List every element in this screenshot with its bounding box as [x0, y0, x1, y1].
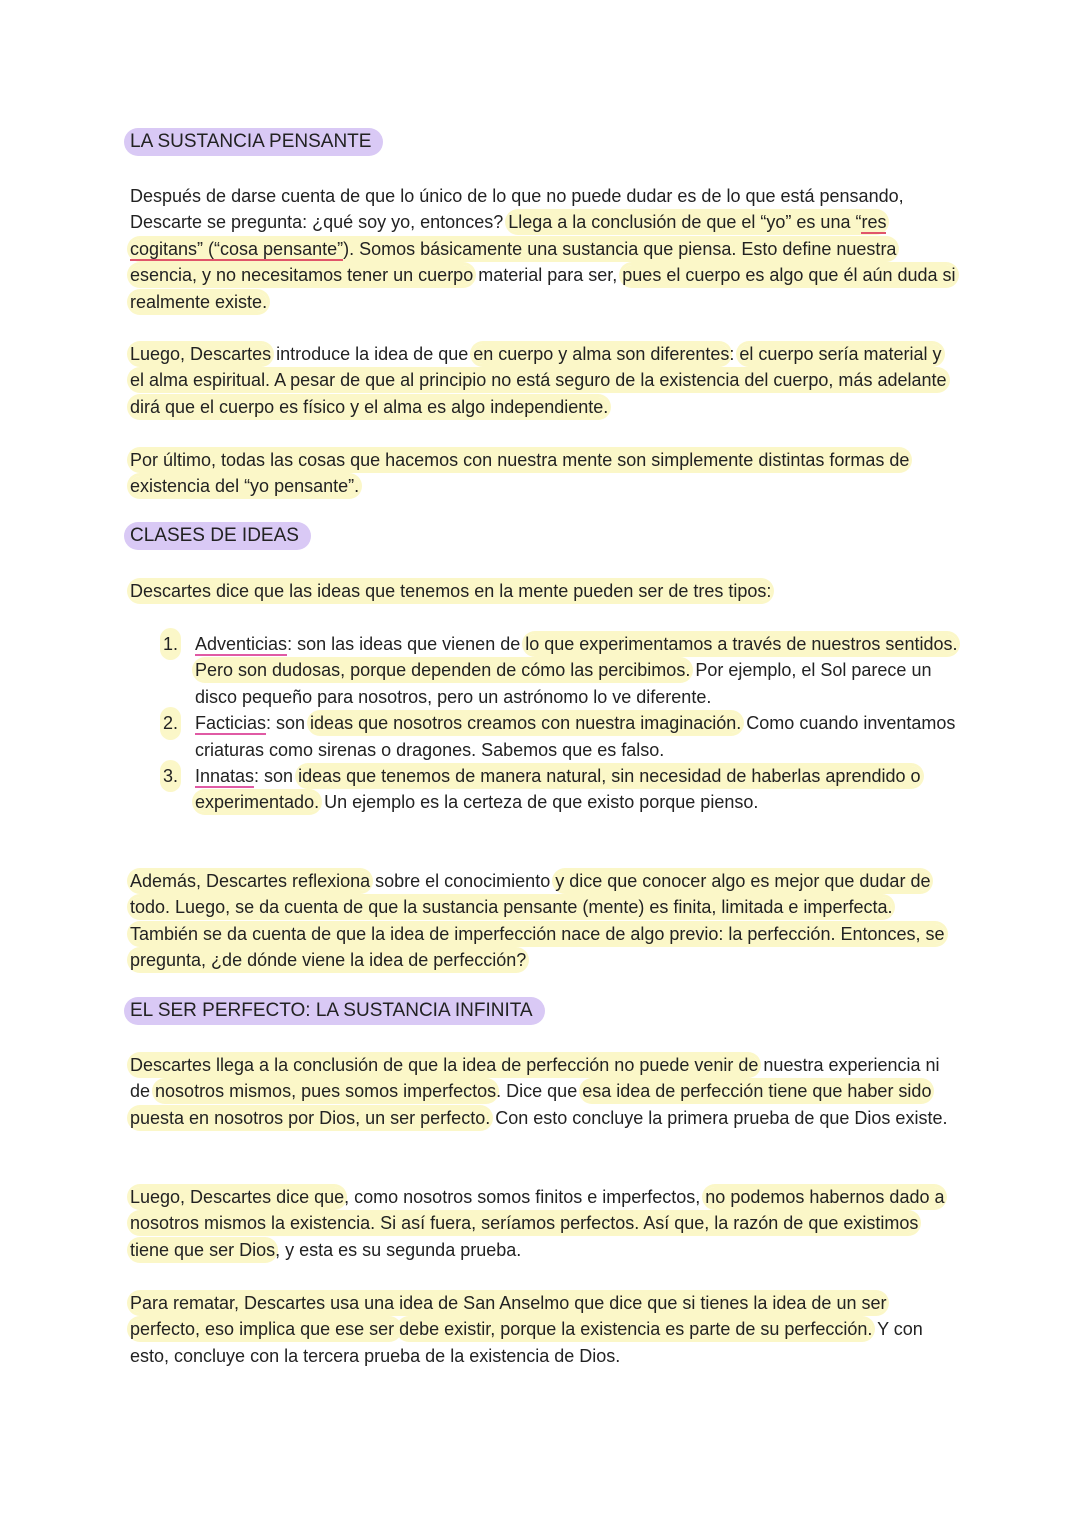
text-plain: Con esto concluye la primera prueba de que Dios existe. [490, 1107, 948, 1128]
term-adventicias: Adventicias [195, 634, 288, 654]
text-plain: . Dice que [496, 1081, 583, 1102]
text-highlight: Por último, todas las cosas que hacemos con nuestra mente son simplemente distintas formas de existencia del “yo pensante”. [130, 450, 910, 497]
text-highlight: Además, Descartes reflexiona [130, 871, 371, 891]
text-plain: Un ejemplo es la certeza de que existo porque pienso. [319, 792, 759, 813]
text-plain: Como cuando inventamos criaturas como sirenas o dragones. Sabemos que es falso. [195, 713, 956, 760]
text-highlight: Para rematar, Descartes usa una idea de San Anselmo que dice que si tienes la idea de un ser perfecto, eso implica que ese ser [130, 1293, 887, 1340]
paragraph-yo-pensante [130, 447, 960, 500]
text-highlight: Descartes llega a la conclusión de que la idea de perfección no puede venir de [130, 1055, 759, 1075]
text-highlight: en cuerpo y alma son diferentes [473, 344, 730, 364]
list-item-innatas [130, 763, 960, 816]
paragraph-conocimiento [130, 868, 960, 974]
list-item-facticias [130, 710, 960, 763]
text-highlight: pues el cuerpo es algo que él aún duda si realmente existe. [130, 265, 956, 312]
text-plain: : son [254, 766, 299, 787]
text-plain: Después de darse cuenta de que lo único de lo que no puede dudar es de lo que está pensando, Descarte se pregunta: ¿qué soy yo, entonces? [130, 186, 904, 233]
text-highlight: Luego, Descartes [130, 344, 272, 364]
text-plain: : son las ideas que vienen de [287, 634, 526, 654]
text-plain: : [729, 344, 740, 364]
list-number: 2. [163, 710, 178, 736]
heading-ser-perfecto: EL SER PERFECTO: LA SUSTANCIA INFINITA [124, 997, 545, 1025]
list-number: 3. [163, 763, 178, 789]
text-highlight: y dice que conocer algo es mejor que dudar de todo. Luego, se da cuenta de que la sustancia pensante (mente) es finita, limitada e imperfecta. También se da cuenta de que la idea de imperfección nace de algo previo: la perfección. Entonces, se pregunta, ¿de dónde viene la idea de perfección? [130, 871, 945, 971]
list-item-adventicias [130, 631, 960, 710]
text-highlight: debe existir, porque la existencia es parte de su perfección. [399, 1319, 873, 1340]
text-plain: , y esta es su segunda prueba. [275, 1239, 522, 1260]
text-highlight: Llega a la conclusión de que el “yo” es una “res cogitans” (“cosa pensante”). Somos básicamente una sustancia que piensa. Esto define nuestra esencia, y no necesitamos tener un cuerpo [130, 212, 897, 286]
term-innatas: Innatas [195, 766, 255, 787]
term-res-cogitans: res cogitans” (“cosa pensante” [130, 212, 887, 259]
text-plain: introduce la idea de que [271, 344, 474, 364]
text-highlight: el cuerpo sería material y el alma espiritual. A pesar de que al principio no está seguro de la existencia del cuerpo, más adelante dirá que el cuerpo es físico y el alma es algo independiente. [130, 344, 947, 417]
list-number: 1. [163, 631, 178, 657]
paragraph-res-cogitans [130, 183, 960, 315]
text-highlight: ideas que nosotros creamos con nuestra imaginación. [310, 713, 742, 734]
text-plain: , como nosotros somos finitos e imperfectos, [344, 1187, 706, 1207]
text-highlight: nosotros mismos, pues somos imperfectos [155, 1081, 497, 1102]
paragraph-tercera-prueba [130, 1290, 960, 1369]
text-highlight: lo que experimentamos a través de nuestros sentidos. Pero son dudosas, porque dependen de cómo las percibimos. [195, 634, 958, 681]
paragraph-primera-prueba [130, 1052, 960, 1131]
text-highlight: Descartes dice que las ideas que tenemos en la mente pueden ser de tres tipos: [130, 581, 772, 601]
text-plain: sobre el conocimiento [370, 871, 556, 891]
ideas-list [130, 631, 960, 816]
heading-clases-de-ideas: CLASES DE IDEAS [124, 522, 311, 550]
text-plain: : son [266, 713, 311, 734]
paragraph-cuerpo-alma [130, 341, 960, 420]
text-plain: material para ser, [473, 265, 623, 286]
text-highlight: esa idea de perfección tiene que haber sido puesta en nosotros por Dios, un ser perfecto. [130, 1081, 932, 1128]
text-highlight: no podemos habernos dado a nosotros mismos la existencia. Si así fuera, seríamos perfectos. Así que, la razón de que existimos tiene que ser Dios [130, 1187, 945, 1260]
text-plain: Y con esto, concluye con la tercera prueba de la existencia de Dios. [130, 1319, 923, 1366]
text-plain: Por ejemplo, el Sol parece un disco pequeño para nosotros, pero un astrónomo lo ve diferente. [195, 660, 932, 707]
paragraph-ideas-intro [130, 578, 960, 604]
paragraph-segunda-prueba [130, 1184, 960, 1263]
text-highlight: Luego, Descartes dice que [130, 1187, 345, 1207]
text-plain: nuestra experiencia ni de [130, 1055, 940, 1102]
text-highlight: ideas que tenemos de manera natural, sin necesidad de haberlas aprendido o experimentado. [195, 766, 921, 813]
heading-sustancia-pensante: LA SUSTANCIA PENSANTE [124, 128, 383, 156]
term-facticias: Facticias [195, 713, 267, 734]
